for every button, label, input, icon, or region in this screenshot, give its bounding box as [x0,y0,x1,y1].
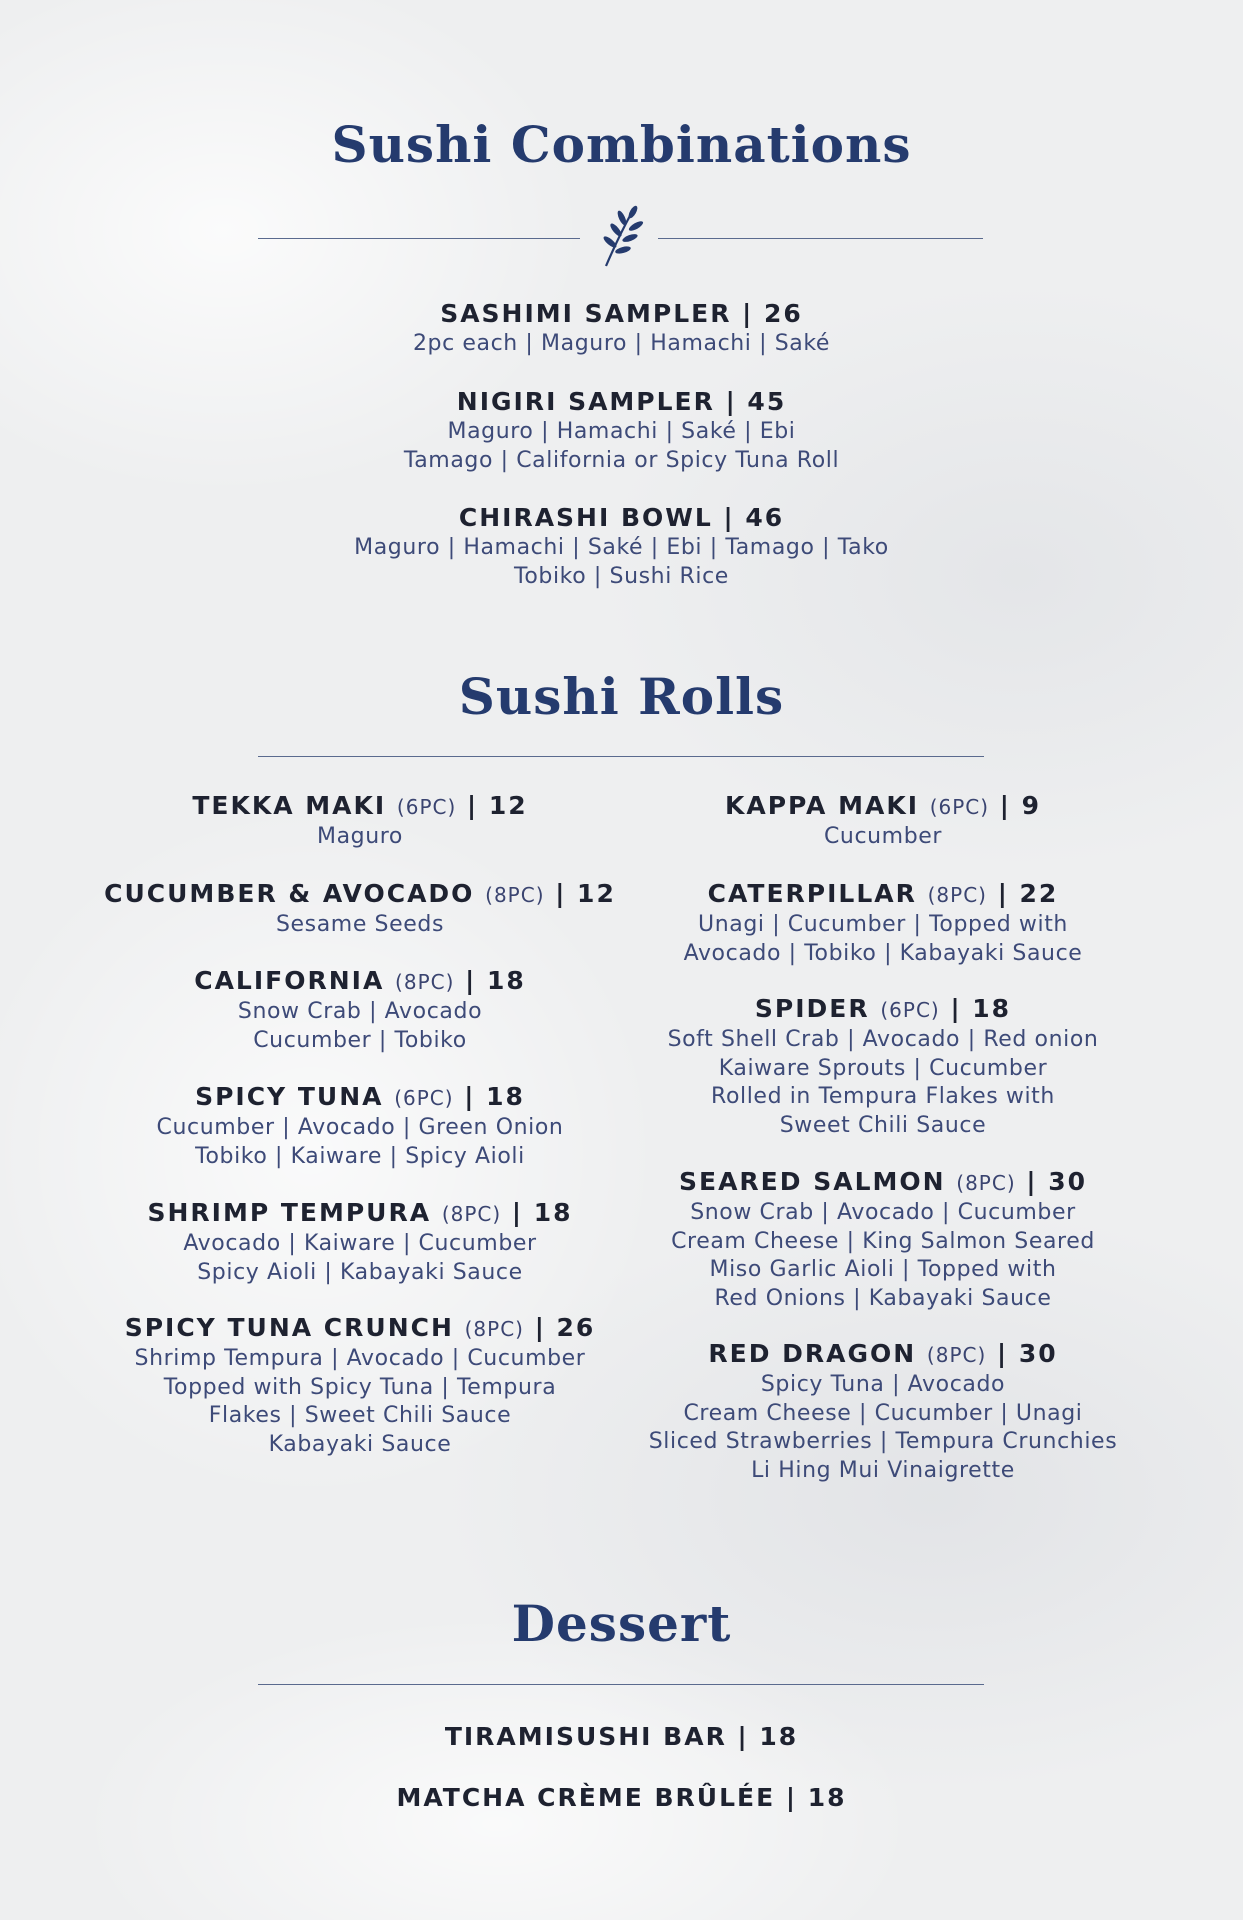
combo-item-nigiri-sampler [0,386,1243,475]
item-desc: Tobiko | Kaiware | Spicy Aioli [195,1143,525,1169]
item-name: CALIFORNIA [194,966,385,995]
item-desc: Flakes | Sweet Chili Sauce [208,1403,512,1428]
item-desc: Kabayaki Sauce [268,1431,452,1457]
combinations-rule-left [258,238,580,239]
item-desc: Maguro | Hamachi | Saké | Ebi [447,419,796,444]
item-desc: Shrimp Tempura | Avocado | Cucumber [134,1346,586,1371]
item-desc: Tamago | California or Spicy Tuna Roll [403,447,840,473]
item-desc: Kaiware Sprouts | Cucumber [718,1055,1048,1081]
roll-item-seared-salmon [583,1166,1183,1313]
leaf-sprig-icon [592,204,648,270]
dessert-title: Dessert [511,1594,732,1653]
piece-count: (6PC) [880,998,940,1022]
item-price: | 12 [467,791,528,820]
piece-count: (6PC) [394,1086,454,1110]
piece-count: (8PC) [956,1171,1016,1195]
item-desc: Maguro [317,824,403,849]
item-desc: 2pc each | Maguro | Hamachi | Saké [412,331,831,356]
item-name: SPICY TUNA [195,1082,384,1111]
item-name: NIGIRI SAMPLER | 45 [456,387,787,416]
roll-item-kappa-maki [583,790,1183,852]
roll-item-spicy-tuna-crunch [60,1312,660,1459]
item-price: | 30 [1026,1167,1087,1196]
item-name: SEARED SALMON [679,1167,946,1196]
piece-count: (8PC) [464,1317,524,1341]
roll-item-red-dragon [583,1338,1183,1485]
roll-item-tekka-maki [60,790,660,852]
combinations-title: Sushi Combinations [331,115,912,174]
item-desc: Cucumber [823,824,943,849]
item-desc: Maguro | Hamachi | Saké | Ebi | Tamago | Tako [354,535,889,560]
item-name: KAPPA MAKI [724,791,919,820]
item-desc: Red Onions | Kabayaki Sauce [714,1285,1052,1311]
item-name: MATCHA CRÈME BRÛLÉE | 18 [396,1783,847,1812]
item-desc: Cucumber | Avocado | Green Onion [156,1115,564,1140]
combo-item-chirashi-bowl [0,502,1243,591]
item-price: | 22 [997,879,1059,908]
item-desc: Miso Garlic Aioli | Topped with [709,1257,1057,1282]
item-desc: Soft Shell Crab | Avocado | Red onion [667,1027,1099,1052]
item-price: | 30 [997,1339,1058,1368]
item-desc: Avocado | Tobiko | Kabayaki Sauce [683,940,1083,966]
item-name: CATERPILLAR [707,879,917,908]
piece-count: (8PC) [927,883,987,907]
roll-item-cucumber-avocado [60,878,660,940]
item-desc: Rolled in Tempura Flakes with [711,1084,1055,1109]
piece-count: (8PC) [485,883,545,907]
item-name: SASHIMI SAMPLER | 26 [440,299,803,328]
item-name: CHIRASHI BOWL | 46 [458,503,785,532]
item-price: | 26 [534,1313,596,1342]
item-name: CUCUMBER & AVOCADO [104,879,475,908]
item-name: SPICY TUNA CRUNCH [124,1313,454,1342]
item-desc: Avocado | Kaiware | Cucumber [183,1231,537,1256]
item-desc: Spicy Aioli | Kabayaki Sauce [197,1259,523,1285]
combinations-rule-right [658,238,983,239]
piece-count: (8PC) [395,970,455,994]
item-name: SHRIMP TEMPURA [147,1198,432,1227]
item-price: | 9 [999,791,1042,820]
item-name: RED DRAGON [708,1339,917,1368]
item-desc: Spicy Tuna | Avocado [760,1372,1006,1397]
piece-count: (8PC) [441,1202,502,1226]
piece-count: (8PC) [926,1343,987,1367]
item-price: | 18 [465,966,526,995]
dessert-item-matcha-creme-brulee [0,1782,1243,1814]
item-price: | 18 [464,1082,525,1111]
dessert-item-tiramisushi-bar [0,1721,1243,1753]
item-name: TEKKA MAKI [192,791,387,820]
dessert-rule [258,1684,984,1685]
roll-item-shrimp-tempura [60,1197,660,1287]
item-desc: Snow Crab | Avocado [237,999,483,1024]
item-price: | 18 [950,994,1012,1023]
roll-item-california [60,965,660,1055]
item-name: SPIDER [754,994,870,1023]
item-desc: Tobiko | Sushi Rice [514,563,729,589]
piece-count: (6PC) [396,795,457,819]
item-desc: Cream Cheese | King Salmon Seared [671,1228,1095,1254]
item-desc: Li Hing Mui Vinaigrette [751,1457,1015,1483]
item-price: | 12 [555,879,616,908]
combo-item-sashimi-sampler [0,298,1243,359]
roll-item-spider [583,993,1183,1140]
item-desc: Topped with Spicy Tuna | Tempura [163,1374,557,1400]
item-desc: Snow Crab | Avocado | Cucumber [690,1200,1076,1225]
item-desc: Sliced Strawberries | Tempura Crunchies [648,1429,1118,1454]
item-price: | 18 [511,1198,573,1227]
item-desc: Cream Cheese | Cucumber | Unagi [683,1400,1083,1426]
roll-item-spicy-tuna [60,1081,660,1171]
item-desc: Sesame Seeds [275,912,445,937]
roll-item-caterpillar [583,878,1183,968]
item-desc: Unagi | Cucumber | Topped with [698,912,1068,937]
rolls-rule [258,756,984,757]
item-desc: Cucumber | Tobiko [253,1027,467,1053]
item-name: TIRAMISUSHI BAR | 18 [444,1722,799,1751]
rolls-title: Sushi Rolls [458,667,785,726]
item-desc: Sweet Chili Sauce [779,1112,987,1138]
piece-count: (6PC) [929,795,990,819]
